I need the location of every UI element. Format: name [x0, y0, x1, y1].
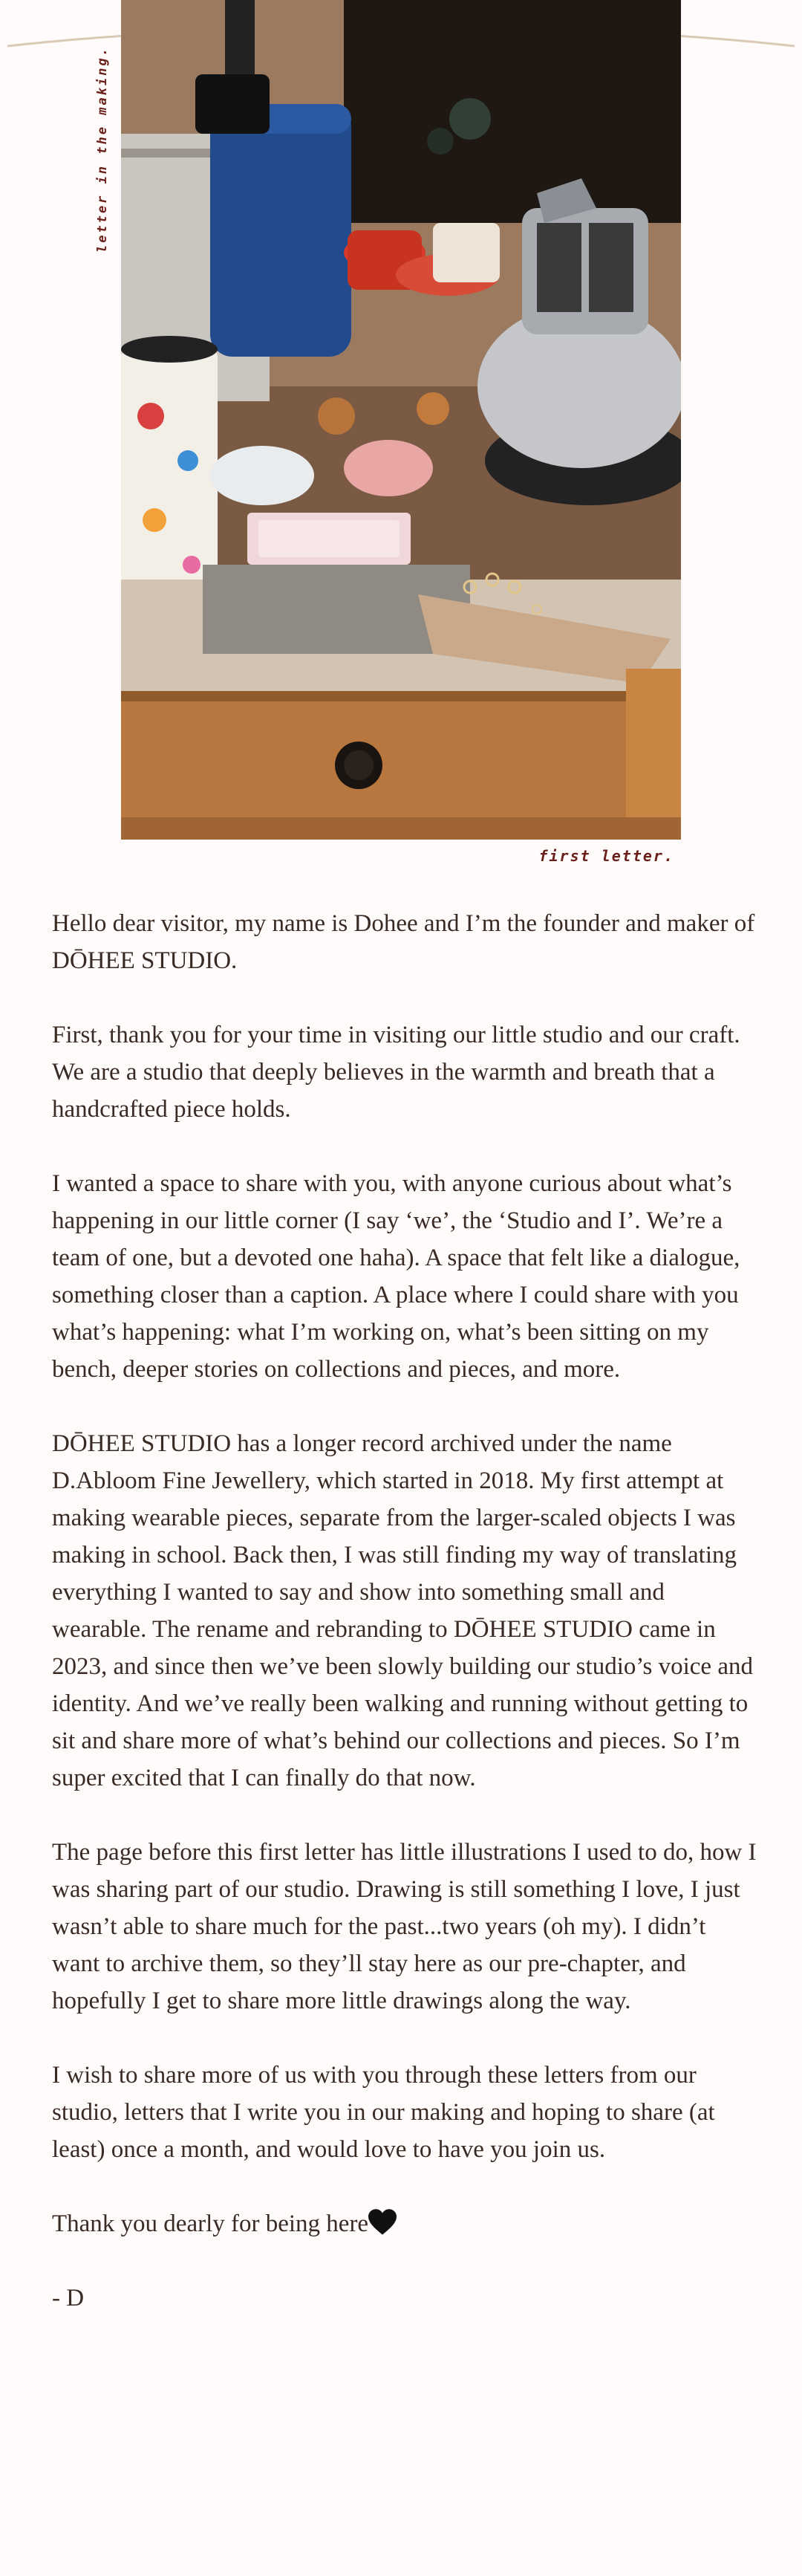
letter-paragraph-illustrations: The page before this first letter has little illustrations I used to do, how I was sharing part of our studio. Drawing is still something I love, I just wasn’t able to share much for the past...two years (oh my). I didn’t want to archive them, so they’ll stay here as our pre-chapter, and hopefully I get to share more little drawings along the way. — [52, 1839, 757, 2014]
black-heart-icon — [368, 2209, 397, 2236]
letter-signature: - D — [52, 2285, 85, 2311]
closing-text: Thank you dearly for being here — [52, 2210, 369, 2237]
letter-body — [52, 905, 757, 2354]
letter-paragraph-thanks: First, thank you for your time in visiting our little studio and our craft. We are a studio that deeply believes in the warmth and breath that a handcrafted piece holds. — [52, 1022, 740, 1123]
side-label: letter in the making. — [95, 46, 110, 253]
workbench-photo — [121, 0, 681, 840]
letter-paragraph-history: DŌHEE STUDIO has a longer record archived under the name D.Abloom Fine Jewellery, which started in 2018. My first attempt at making wearable pieces, separate from the larger-scaled objects I was making in school. Back then, I was still finding my way of translating everything I wanted to say and show into something small and wearable. The rename and rebranding to DŌHEE STUDIO came in 2023, and since then we’ve been slowly building our studio’s voice and identity. And we’ve really been walking and running without getting to sit and share more of what’s behind our collections and pieces. So I’m super excited that I can finally do that now. — [52, 1430, 753, 1791]
letter-paragraph-greeting: Hello dear visitor, my name is Dohee and I’m the founder and maker of DŌHEE STUDIO. — [52, 910, 755, 974]
letter-paragraph-closing — [52, 2205, 757, 2242]
letter-paragraph-monthly: I wish to share more of us with you through these letters from our studio, letters that I write you in our making and hoping to share (at least) once a month, and would love to have you join us. — [52, 2062, 715, 2163]
letter-paragraph-space: I wanted a space to share with you, with anyone curious about what’s happening in our little corner (I say ‘we’, the ‘Studio and I’. We’re a team of one, but a devoted one haha). A space that felt like a dialogue, something closer than a caption. A place where I could share with you what’s happening: what I’m working on, what’s been sitting on my bench, deeper stories on collections and pieces, and more. — [52, 1170, 740, 1383]
photo-caption: first letter. — [538, 847, 674, 865]
